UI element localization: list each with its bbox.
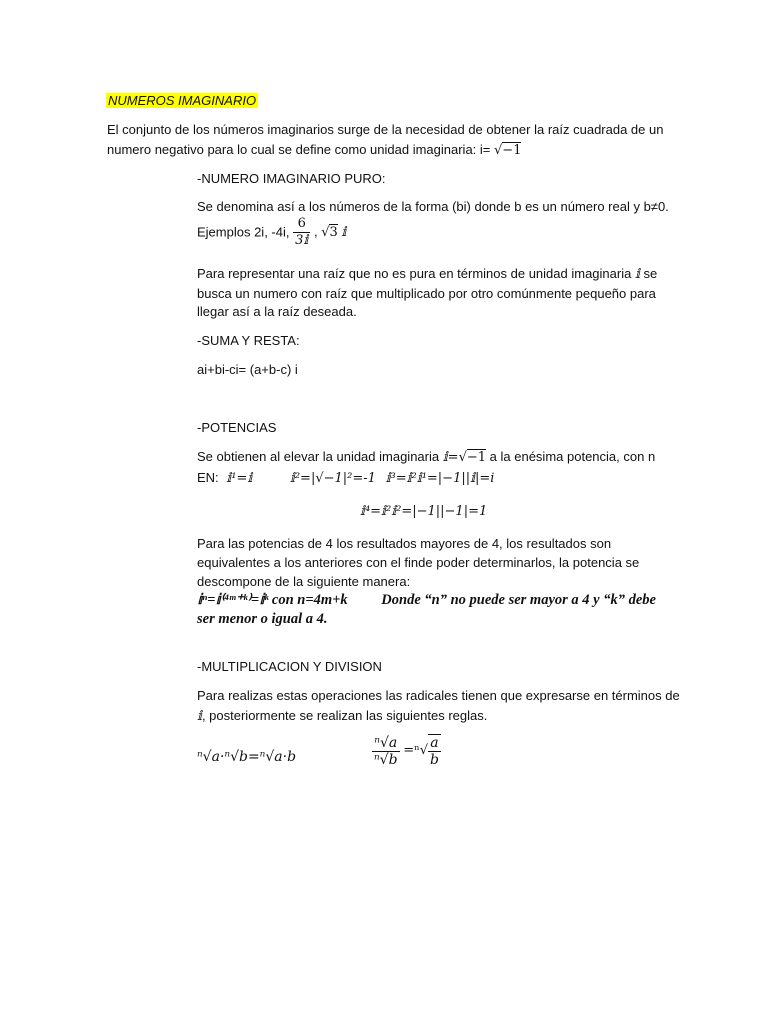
potencias-line-1: Se obtienen al elevar la unidad imaginaria 𝕚=√−1 a la enésima potencia, con n	[197, 449, 656, 465]
suma-heading: -SUMA Y RESTA:	[197, 333, 300, 348]
puro-para-1: Para representar una raíz que no es pura en términos de unidad imaginaria 𝕚 se	[197, 266, 658, 282]
puro-para-2: busca un numero con raíz que multiplicado por otro comúnmente pequeño para	[197, 286, 656, 301]
potencias-heading: -POTENCIAS	[197, 420, 277, 435]
mult-para-1: Para realizas estas operaciones las radicales tienen que expresarse en términos de	[197, 688, 680, 703]
mult-para-2: 𝕚, posteriormente se realizan las siguientes reglas.	[197, 708, 488, 724]
potencias-rule-note-2: ser menor o igual a 4.	[197, 611, 328, 627]
mult-rule-quotient: $\frac{\text{ⁿ√a}}{\text{ⁿ√b}}$ =ⁿ√ $\frac{a}{b}$	[374, 734, 439, 768]
potencias-rule: 𝕚ⁿ=𝕚⁽⁴ᵐ⁺ᵏ⁾=𝕚ᵏ con n=4m+k Donde “n” no puede ser mayor a 4 y “k” debe	[197, 592, 656, 608]
puro-para-3: llegar así a la raíz deseada.	[197, 304, 357, 319]
eq-i3: 𝕚³=𝕚²𝕚¹=|−1||𝕚|=i	[385, 471, 495, 486]
potencias-para-3: descompone de la siguiente manera:	[197, 574, 411, 589]
sqrt-expression: √−1	[494, 143, 522, 158]
suma-formula: ai+bi-ci= (a+b-c) i	[197, 362, 298, 377]
eq-i2: 𝕚²=|√−1|²=-1	[289, 471, 376, 486]
intro-line-2: numero negativo para lo cual se define como unidad imaginaria: i= √−1	[107, 142, 522, 158]
mult-rule-product: ⁿ√a·ⁿ√b=ⁿ√a·b	[197, 749, 297, 765]
eq-i1: 𝕚¹=𝕚	[226, 471, 253, 486]
potencias-para-2: equivalentes a los anteriores con el finde poder determinarlos, la potencia se	[197, 555, 640, 570]
eq-i4: 𝕚⁴=𝕚²𝕚²=|−1||−1|=1	[360, 504, 488, 519]
mult-heading: -MULTIPLICACION Y DIVISION	[197, 659, 382, 674]
example-fraction: $\frac{6}{\text{3𝕚}}$	[295, 216, 309, 248]
page-title: NUMEROS IMAGINARIO	[108, 93, 257, 108]
puro-examples: Ejemplos 2i, -4i, $\frac{6}{\text{3𝕚}}$ , √3 𝕚	[197, 216, 347, 248]
puro-definition: Se denomina así a los números de la forma (bi) donde b es un número real y b≠0.	[197, 199, 669, 214]
potencias-para-1: Para las potencias de 4 los resultados mayores de 4, los resultados son	[197, 536, 612, 551]
intro-line-1: El conjunto de los números imaginarios surge de la necesidad de obtener la raíz cuadrada de un	[107, 122, 664, 137]
puro-heading: -NUMERO IMAGINARIO PURO:	[197, 171, 386, 186]
example-sqrt: , √3 𝕚	[313, 224, 347, 240]
potencias-line-2: EN: 𝕚¹=𝕚 𝕚²=|√−1|²=-1 𝕚³=𝕚²𝕚¹=|−1||𝕚|=i	[197, 470, 495, 486]
